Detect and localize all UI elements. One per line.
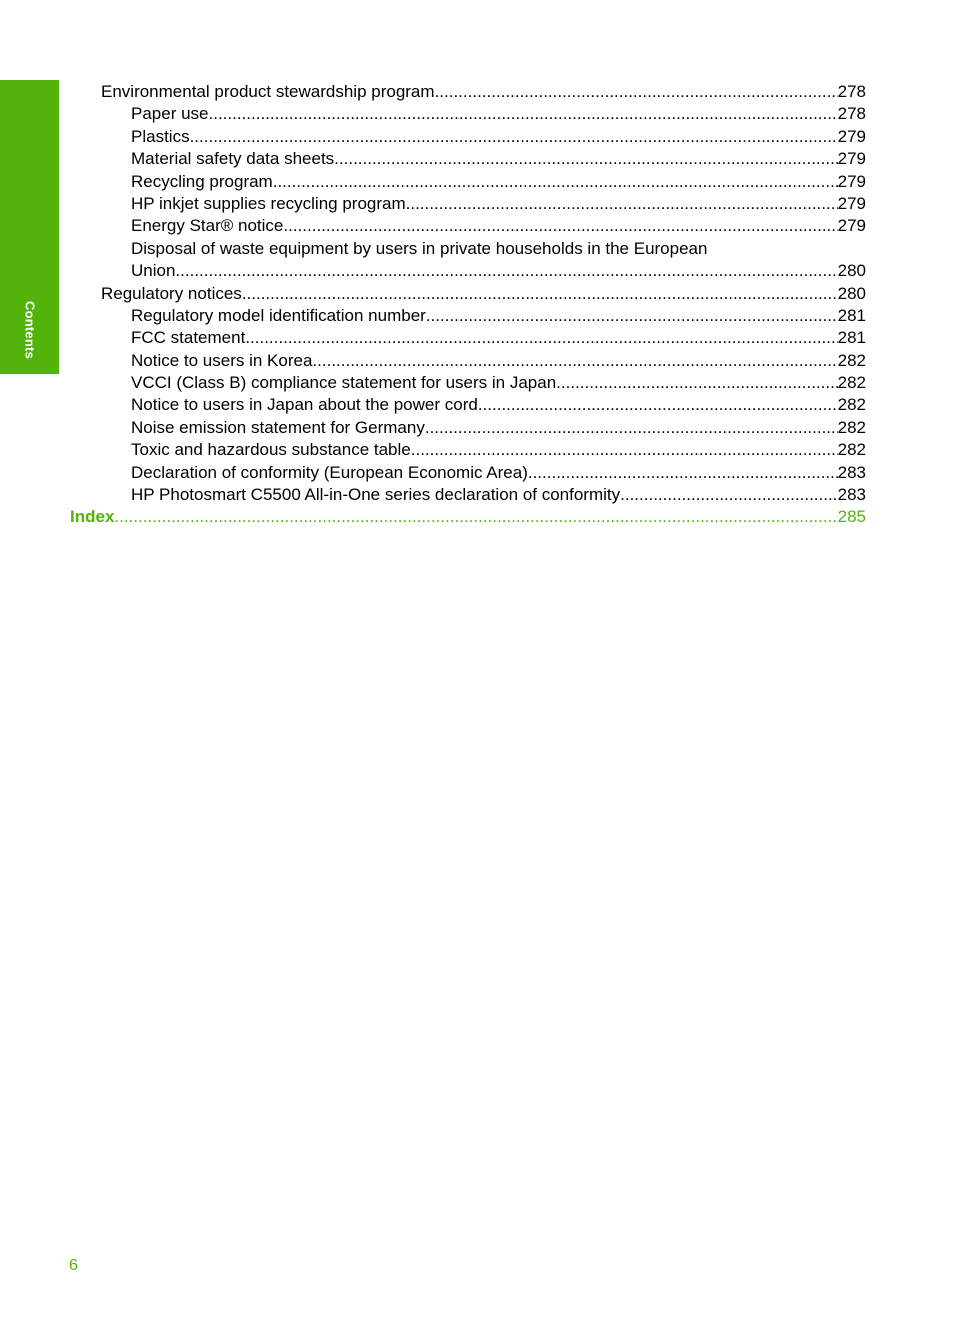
- toc-entry-text: Energy Star® notice: [131, 216, 284, 236]
- toc-entry-energy-star[interactable]: [0, 215, 954, 237]
- table-of-contents: [0, 81, 954, 529]
- toc-entry-page: 281: [837, 305, 866, 325]
- toc-entry-page: 279: [837, 149, 866, 169]
- toc-entry-page: 278: [837, 82, 866, 101]
- dot-leader: [620, 484, 837, 506]
- toc-entry-fcc[interactable]: [0, 327, 954, 349]
- toc-entry-page: 282: [837, 440, 866, 460]
- toc-entry-text: Recycling program: [131, 171, 273, 191]
- toc-entry-material-safety[interactable]: [0, 148, 954, 170]
- dot-leader: [435, 81, 838, 103]
- toc-entry-paper-use[interactable]: [0, 103, 954, 125]
- dot-leader: [334, 148, 837, 170]
- toc-entry-page: 278: [837, 104, 866, 124]
- toc-entry-text: Material safety data sheets: [131, 149, 335, 169]
- toc-entry-model-id[interactable]: [0, 305, 954, 327]
- dot-leader: [114, 506, 837, 528]
- toc-entry-toxic-table[interactable]: [0, 439, 954, 461]
- toc-entry-text: HP inkjet supplies recycling program: [131, 193, 406, 213]
- dot-leader: [411, 439, 838, 461]
- toc-entry-korea[interactable]: [0, 350, 954, 372]
- toc-entry-text: VCCI (Class B) compliance statement for users in Japan: [131, 373, 557, 393]
- dot-leader: [556, 372, 837, 394]
- dot-leader: [426, 305, 838, 327]
- toc-entry-page: 279: [837, 193, 866, 213]
- dot-leader: [425, 417, 838, 439]
- toc-entry-text: Regulatory model identification number: [131, 305, 426, 325]
- toc-entry-text-line1: Disposal of waste equipment by users in private households in the European: [131, 238, 708, 258]
- toc-entry-text: Noise emission statement for Germany: [131, 417, 425, 437]
- toc-entry-page: 279: [837, 126, 866, 146]
- toc-entry-regulatory-notices[interactable]: [0, 283, 954, 305]
- dot-leader: [283, 215, 837, 237]
- dot-leader: [312, 350, 837, 372]
- toc-entry-inkjet-recycling[interactable]: [0, 193, 954, 215]
- toc-entry-page: 282: [837, 373, 866, 393]
- toc-entry-page: 282: [837, 417, 866, 437]
- dot-leader: [478, 394, 838, 416]
- dot-leader: [245, 327, 837, 349]
- toc-entry-text: Union: [131, 261, 176, 281]
- toc-entry-text: Notice to users in Japan about the power cord: [131, 395, 478, 415]
- toc-entry-waste-disposal[interactable]: [0, 238, 954, 283]
- toc-entry-text: Declaration of conformity (European Economic Area): [131, 462, 528, 482]
- dot-leader: [190, 126, 838, 148]
- toc-entry-page: 283: [837, 485, 866, 505]
- toc-entry-japan-power-cord[interactable]: [0, 394, 954, 416]
- toc-entry-text: Plastics: [131, 126, 190, 146]
- page-number: 6: [69, 1257, 78, 1274]
- toc-entry-text: HP Photosmart C5500 All-in-One series declaration of conformity: [131, 485, 621, 505]
- toc-entry-text: Paper use: [131, 104, 209, 124]
- toc-entry-vcci[interactable]: [0, 372, 954, 394]
- toc-entry-page: 280: [837, 283, 866, 303]
- dot-leader: [242, 283, 838, 305]
- toc-entry-recycling[interactable]: [0, 171, 954, 193]
- side-tab-label: Contents: [22, 301, 38, 359]
- toc-entry-declaration-c5500[interactable]: [0, 484, 954, 506]
- toc-entry-page: 279: [837, 216, 866, 236]
- toc-entry-text: Toxic and hazardous substance table: [131, 440, 411, 460]
- toc-entry-index[interactable]: [0, 506, 954, 528]
- toc-entry-text: Index: [70, 507, 115, 527]
- toc-entry-page: 282: [837, 395, 866, 415]
- toc-entry-text: FCC statement: [131, 328, 246, 348]
- toc-entry-text: Notice to users in Korea: [131, 350, 313, 370]
- toc-entry-page: 281: [837, 328, 866, 348]
- toc-entry-noise-germany[interactable]: [0, 417, 954, 439]
- toc-entry-environmental-program[interactable]: [0, 81, 954, 103]
- dot-leader: [273, 171, 838, 193]
- toc-entry-plastics[interactable]: [0, 126, 954, 148]
- toc-entry-page: 279: [837, 171, 866, 191]
- toc-entry-page: 283: [837, 462, 866, 482]
- toc-entry-page: 285: [837, 507, 866, 527]
- toc-entry-text: Regulatory notices: [101, 283, 242, 303]
- toc-entry-text: Environmental product stewardship program: [101, 82, 435, 101]
- toc-entry-declaration-eea[interactable]: [0, 462, 954, 484]
- dot-leader: [209, 103, 838, 125]
- dot-leader: [175, 260, 837, 282]
- toc-entry-page: 282: [837, 350, 866, 370]
- toc-entry-page: 280: [837, 261, 866, 281]
- dot-leader: [528, 462, 838, 484]
- dot-leader: [406, 193, 838, 215]
